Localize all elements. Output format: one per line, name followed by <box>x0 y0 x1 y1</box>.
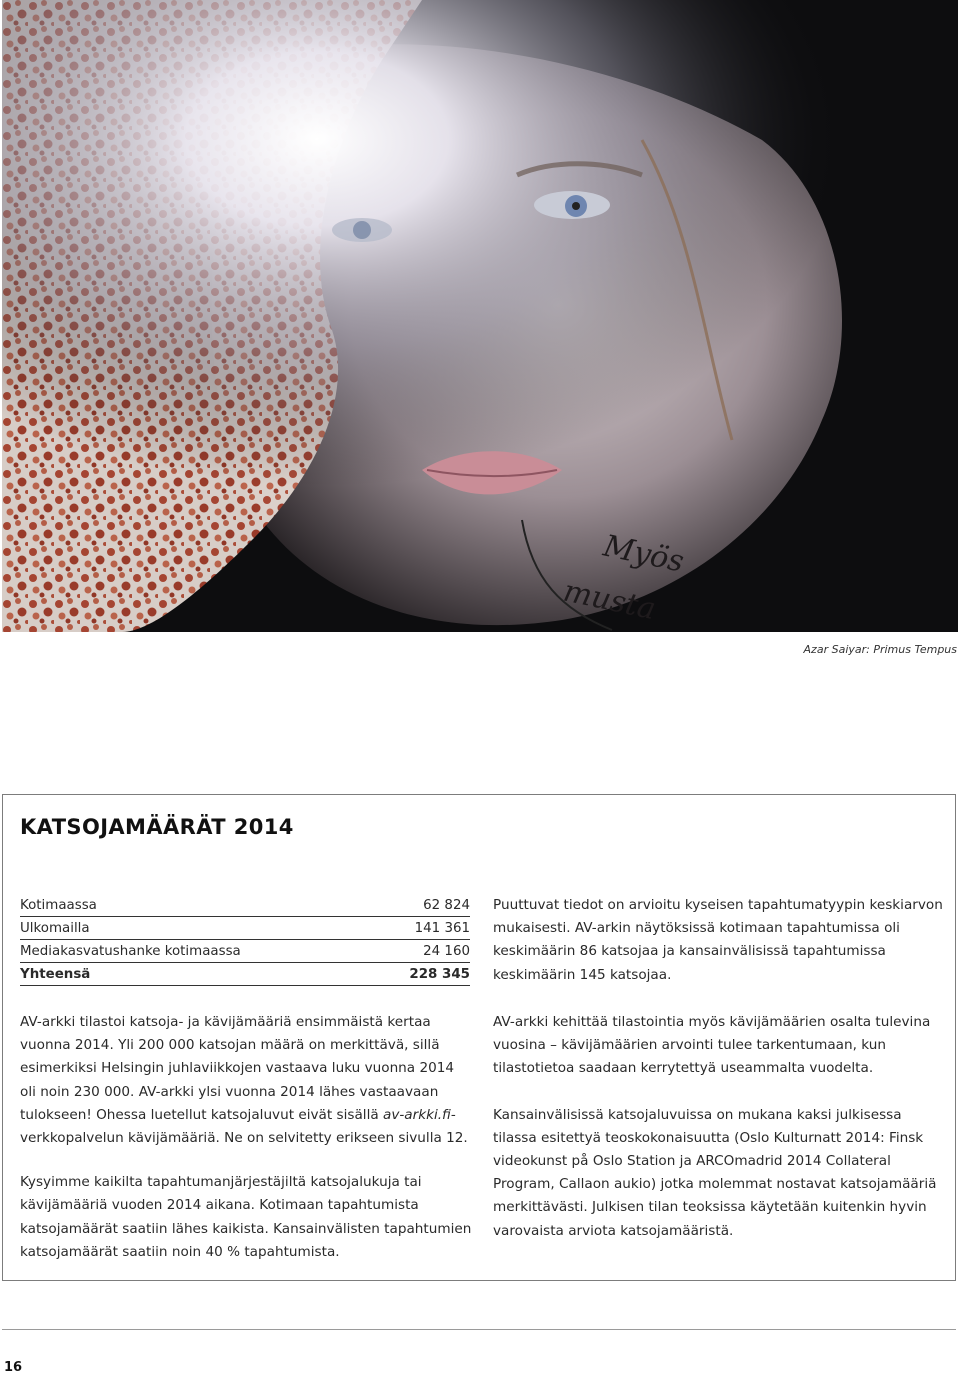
photo-artwork <box>2 0 958 632</box>
stat-row <box>20 940 470 963</box>
stat-value: 141 361 <box>414 921 470 936</box>
section-title: KATSOJAMÄÄRÄT 2014 <box>20 815 294 839</box>
stat-value: 228 345 <box>409 967 470 982</box>
stat-row <box>20 894 470 917</box>
stat-label: Ulkomailla <box>20 921 90 936</box>
handwriting-line-2: musta <box>560 573 659 628</box>
paragraph: AV-arkki kehittää tilastointia myös kävijämäärien osalta tulevina vuosina – kävijämäärien arvointi tulee tarkentumaan, kun tilastotietoa saadaan kerrytettyä useammalta vuodelta. <box>493 1014 931 1077</box>
handwriting-line-1: Myös <box>600 528 687 580</box>
photo-credit: Azar Saiyar: Primus Tempus <box>803 643 957 656</box>
paragraph-text: -verkkopalvelun kävijämääriä. Ne on selvitetty erikseen sivulla 12. <box>20 1106 468 1147</box>
right-column <box>493 1011 944 1243</box>
stat-label: Kotimaassa <box>20 898 97 913</box>
website-name: av-arkki.fi <box>383 1106 451 1123</box>
hero-photo <box>2 0 958 632</box>
left-column <box>20 1011 472 1264</box>
stat-row-total <box>20 963 470 986</box>
paragraph: Kysyimme kaikilta tapahtumanjärjestäjiltä katsojalukuja tai kävijämääriä vuoden 2014 aikana. Kotimaan tapahtumista katsojamäärät saatiin lähes kaikista. Kansainvälisten tapahtumien katsojamäärät saatiin noin 40 % tapahtumista. <box>20 1174 472 1260</box>
statistics-box <box>2 794 956 1281</box>
stat-value: 62 824 <box>423 898 470 913</box>
stats-table <box>20 894 470 986</box>
stat-label: Yhteensä <box>20 967 91 982</box>
paragraph: Puuttuvat tiedot on arvioitu kyseisen tapahtumatyypin keskiarvon mukaisesti. AV-arkin näytöksissä kotimaan tapahtumissa oli keskimäärin 86 katsojaa ja kansainvälisissä tapahtumissa keskimäärin 145 katsojaa. <box>493 897 943 983</box>
right-top-column <box>493 894 944 987</box>
stat-value: 24 160 <box>423 944 470 959</box>
footer-divider <box>2 1329 956 1330</box>
stat-label: Mediakasvatushanke kotimaassa <box>20 944 241 959</box>
paragraph <box>20 1011 472 1150</box>
page-number: 16 <box>4 1360 23 1375</box>
paragraph: Kansainvälisissä katsojaluvuissa on mukana kaksi julkisessa tilassa esitettyä teoskokonaisuutta (Oslo Kulturnatt 2014: Finsk videokunst på Oslo Station ja ARCOmadrid 2014 Collateral Program, Callaon aukio) jotka molemmat nostavat katsojamääriä merkittävästi. Julkisen tilan teoksissa käytetään kuitenkin hyvin varovaista arviota katsojamääristä. <box>493 1106 937 1239</box>
paragraph-text: AV-arkki tilastoi katsoja- ja kävijämääriä ensimmäistä kertaa vuonna 2014. Yli 200 000 katsojan määrä on merkittävä, sillä esimerkiksi Helsingin juhlaviikkojen vastaava luku vuonna 2014 oli noin 230 000. AV-arkki ylsi vuonna 2014 lähes vastaavaan tulokseen! Ohessa luetellut katsojaluvut eivät sisällä <box>20 1014 455 1123</box>
stat-row <box>20 917 470 940</box>
